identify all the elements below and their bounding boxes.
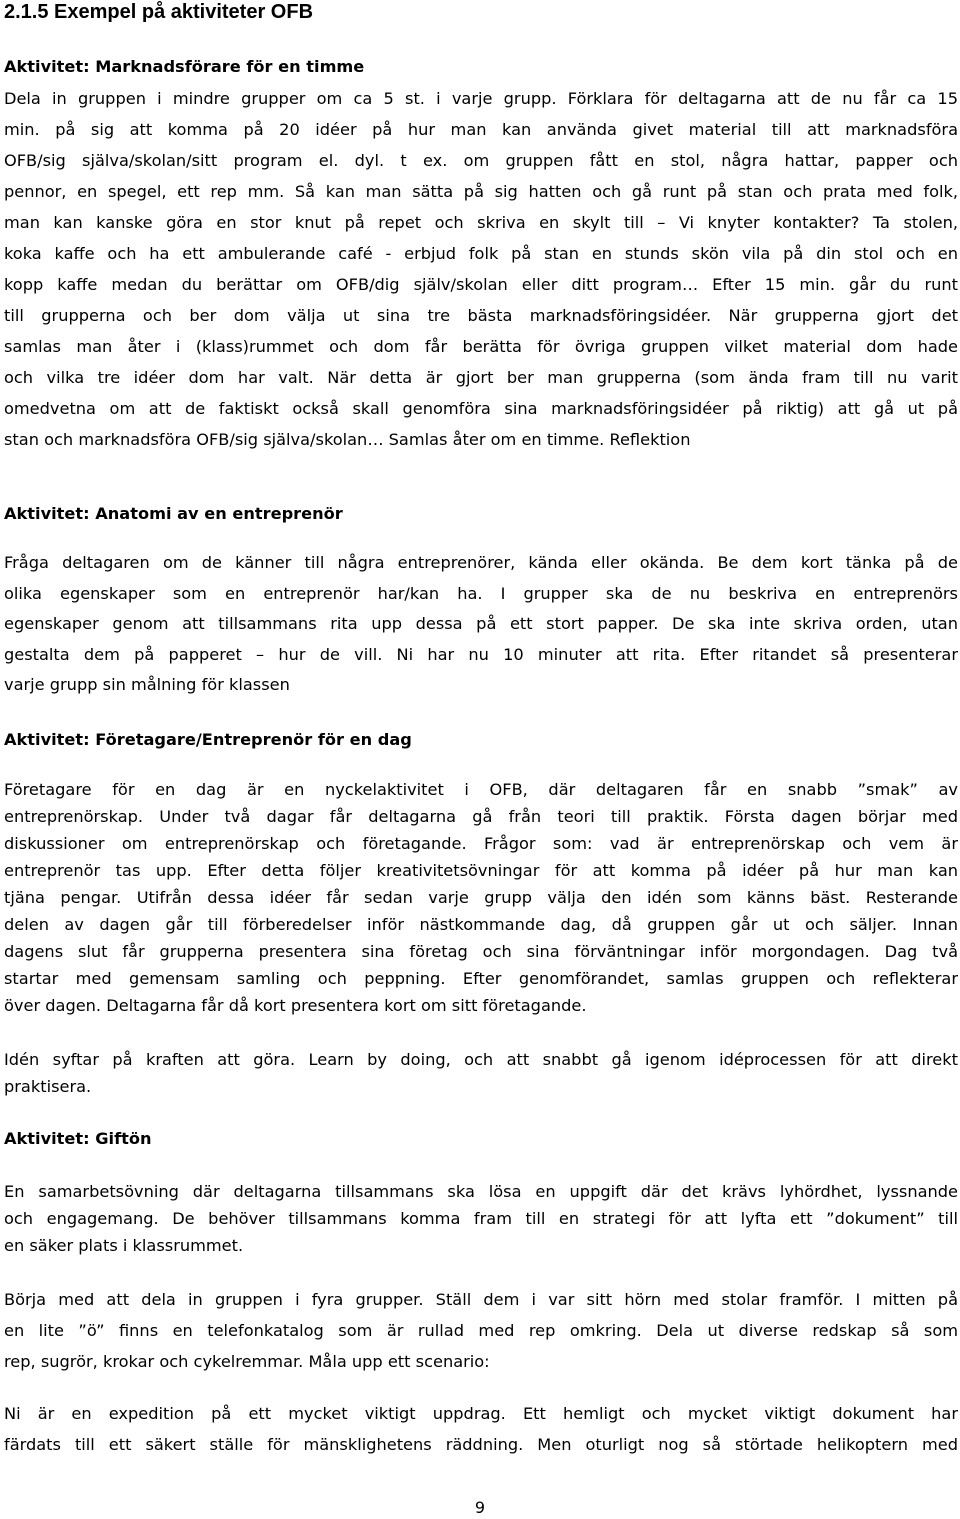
text-line: dagens slut får grupperna presentera sina företag och sina förväntningar inför morgondagen. Dag två — [4, 942, 958, 961]
activity-heading-gifton: Aktivitet: Giftön — [4, 1129, 152, 1148]
page-number: 9 — [474, 1498, 486, 1517]
text-line: en säker plats i klassrummet. — [4, 1236, 244, 1255]
text-line: startar med gemensam samling och peppning. Efter genomförandet, samlas gruppen och reflekterar — [4, 969, 958, 988]
text-line: Börja med att dela in gruppen i fyra grupper. Ställ dem i var sitt hörn med stolar framför. I mitten på — [4, 1290, 958, 1309]
section-heading: 2.1.5 Exempel på aktiviteter OFB — [4, 1, 314, 23]
activity-paragraph-gifton-3 — [4, 1398, 958, 1460]
text-line: pennor, en spegel, ett rep mm. Så kan man sätta på sig hatten och gå runt på stan och prata med folk, — [4, 182, 958, 201]
text-line: färdats till ett säkert ställe för mänsklighetens räddning. Men oturligt nog så störtade helikoptern med — [4, 1435, 958, 1454]
text-line: och engagemang. De behöver tillsammans komma fram till en strategi för att lyfta ett ”dokument” till — [4, 1209, 958, 1228]
text-line: Företagare för en dag är en nyckelaktivitet i OFB, där deltagaren får en snabb ”smak” av — [4, 780, 958, 799]
text-line: till grupperna och ber dom välja ut sina tre bästa marknadsföringsidéer. När grupperna gjort det — [4, 306, 958, 325]
text-line: En samarbetsövning där deltagarna tillsammans ska lösa en uppgift där det krävs lyhördhet, lyssnande — [4, 1182, 958, 1201]
activity-paragraph-gifton-1 — [4, 1178, 958, 1259]
activity-paragraph-marknadsforare — [4, 83, 958, 455]
text-line: man kan kanske göra en stor knut på repet och skriva en skylt till – Vi knyter kontakter? Ta stolen, — [4, 213, 958, 232]
activity-heading-foretagare: Aktivitet: Företagare/Entreprenör för en dag — [4, 730, 412, 749]
text-line: egenskaper genom att tillsammans rita upp dessa på ett stort papper. De ska inte skriva orden, utan — [4, 614, 958, 633]
text-line: samlas man åter i (klass)rummet och dom får berätta för övriga gruppen vilket material dom hade — [4, 337, 958, 356]
activity-paragraph-foretagare — [4, 776, 958, 1019]
text-line: praktisera. — [4, 1077, 92, 1096]
text-line: min. på sig att komma på 20 idéer på hur man kan använda givet material till att marknadsföra — [4, 120, 958, 139]
activity-heading-anatomi: Aktivitet: Anatomi av en entreprenör — [4, 504, 343, 523]
text-line: omedvetna om att de faktiskt också skall genomföra sina marknadsföringsidéer på riktig) att gå ut på — [4, 399, 958, 418]
activity-paragraph-gifton-2 — [4, 1284, 958, 1377]
activity-paragraph-foretagare-2 — [4, 1046, 958, 1100]
activity-heading-marknadsforare: Aktivitet: Marknadsförare för en timme — [4, 57, 365, 76]
text-line: Idén syftar på kraften att göra. Learn by doing, och att snabbt gå igenom idéprocessen för att direkt — [4, 1050, 958, 1069]
text-line: Dela in gruppen i mindre grupper om ca 5 st. i varje grupp. Förklara för deltagarna att de nu får ca 15 — [4, 89, 958, 108]
text-line: tjäna pengar. Utifrån dessa idéer får sedan varje grupp välja den idén som känns bäst. Resterande — [4, 888, 958, 907]
text-line: Fråga deltagaren om de känner till några entreprenörer, kända eller okända. Be dem kort tänka på de — [4, 553, 958, 572]
text-line: en lite ”ö” finns en telefonkatalog som är rullad med rep omkring. Dela ut diverse redskap så som — [4, 1321, 958, 1340]
text-line: diskussioner om entreprenörskap och företagande. Frågor som: vad är entreprenörskap och vem är — [4, 834, 958, 853]
text-line: delen av dagen går till förberedelser inför nästkommande dag, då gruppen går ut och säljer. Innan — [4, 915, 958, 934]
text-line: OFB/sig själva/skolan/sitt program el. dyl. t ex. om gruppen fått en stol, några hattar, papper och — [4, 151, 958, 170]
text-line: Ni är en expedition på ett mycket viktigt uppdrag. Ett hemligt och mycket viktigt dokument har — [4, 1404, 958, 1423]
text-line: gestalta dem på papperet – hur de vill. Ni har nu 10 minuter att rita. Efter ritandet så presenterar — [4, 644, 958, 664]
text-line: varje grupp sin målning för klassen — [4, 675, 290, 694]
text-line: över dagen. Deltagarna får då kort presentera kort om sitt företagande. — [4, 996, 587, 1015]
text-line: entreprenörskap. Under två dagar får deltagarna gå från teori till praktik. Första dagen börjar med — [4, 807, 958, 826]
text-line: och vilka tre idéer dom har valt. När detta är gjort ber man grupperna (som ända fram till nu varit — [4, 368, 958, 387]
activity-paragraph-anatomi — [4, 548, 958, 701]
text-line: rep, sugrör, krokar och cykelremmar. Måla upp ett scenario: — [4, 1352, 490, 1371]
text-line: stan och marknadsföra OFB/sig själva/skolan… Samlas åter om en timme. Reflektion — [4, 430, 691, 449]
text-line: olika egenskaper som en entreprenör har/kan ha. I grupper ska de nu beskriva en entreprenörs — [4, 583, 958, 603]
text-line: entreprenör tas upp. Efter detta följer kreativitetsövningar för att komma på idéer på hur man kan — [4, 861, 958, 880]
text-line: koka kaffe och ha ett ambulerande café - erbjud folk på stan en stunds skön vila på din stol och en — [4, 244, 958, 263]
text-line: kopp kaffe medan du berättar om OFB/dig själv/skolan eller ditt program… Efter 15 min. går du runt — [4, 275, 958, 294]
